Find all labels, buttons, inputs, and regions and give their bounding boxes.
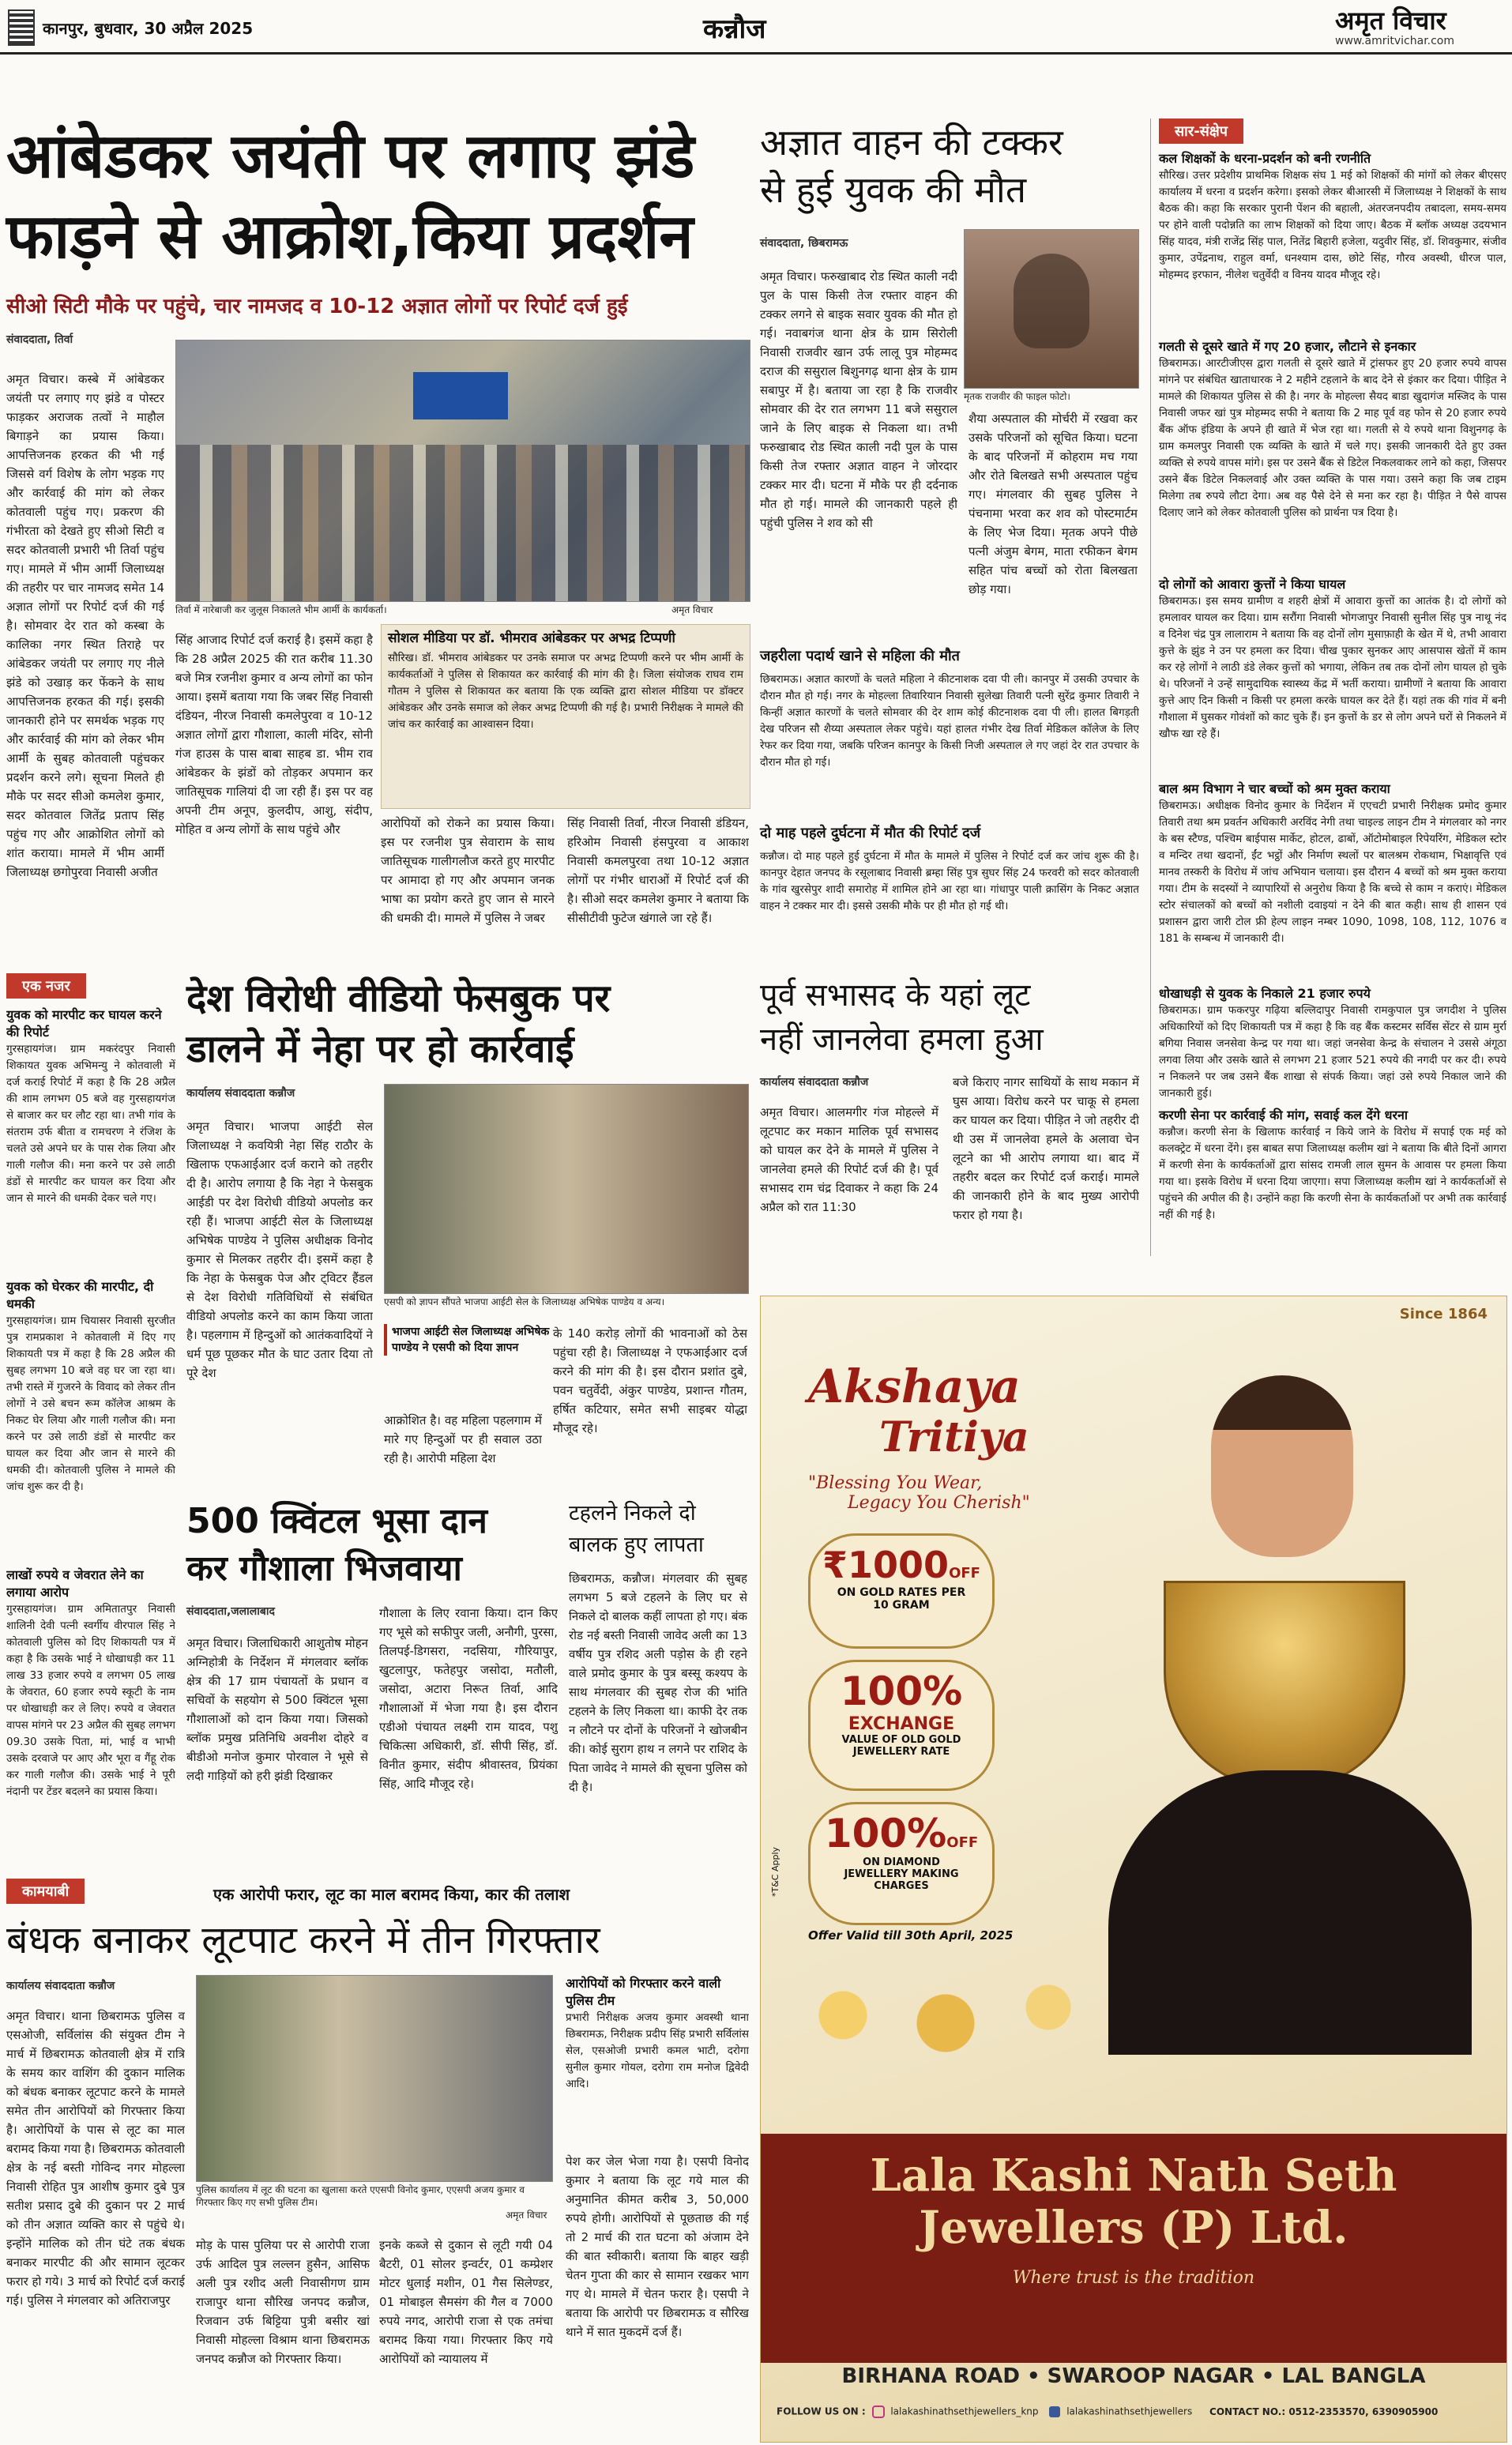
ad-festival-line2: Tritiya: [879, 1413, 1029, 1461]
sar-items: [1151, 150, 1506, 1240]
sar-column: [1150, 118, 1506, 1256]
lead-headline-line1: आंबेडकर जयंती पर लगाए झंडे: [6, 121, 695, 192]
ad-offer1-suffix: OFF: [949, 1565, 980, 1582]
ad-brand-line2: Jewellers (P) Ltd.: [919, 2202, 1348, 2254]
instagram-icon: [872, 2406, 885, 2418]
video-byline: कार्यालय संवाददाता कन्नौज: [186, 1087, 295, 1100]
lead-photo-caption: तिर्वा में नारेबाजी कर जुलूस निकालते भीम आर्मी के कार्यकर्ता।: [175, 604, 387, 615]
kamyabi-col3: इनके कब्जे से दुकान से लूटी गयी 04 बैटरी, 01 सोलर इन्वर्टर, 01 कम्प्रेशर मोटर धुलाई मशीन, 01 गैस सिलेण्डर, 01 मोबाइल सैमसंग की गैल व 7000 रुपये नगद, आरोपी राजा से एक तमंचा बरामद किया गया। गिरफ्तार किए गये आरोपियों को न्यायालय में: [379, 2238, 553, 2366]
sar-item-body: छिबरामऊ। आरटीजीएस द्वारा गलती से दूसरे खाते में ट्रांसफर हुए 20 हजार रुपये वापस मांगने पर संबंधित खाताधारक ने 2 महीने टहलाने के बाद देने से इंकार कर दिया। पीड़ित ने मामले की शिकायत पुलिस से की है। नगर के मोहल्ला सैयद बाडा खुदागंज मस्जिद के पास निवासी जफर खां पुत्र मोहम्मद सफी ने बताया कि 2 माह पूर्व वह फोन से 20 हजार रुपये बैंक ऑफ इंडिया के अपने ही खाते में भेज रहा था। गलती से ये रुपये थाना विशुनगढ़ के ग्राम कमलपुर निवासी एक व्यक्ति के खाते में चले गए। इसकी जानकारी देते हुए उक्त व्यक्ति से रुपये वापस मांगे। इस पर उसने बैंक से डिटेल निकलवाकर लाने को कहा, जिसपर उसने बैंक डिटेल निकलवाई और उक्त व्यक्ति के पास गया। उसने कहा कि जब टाइम मिलेगा तब रुपये लौटा देगा। अब वह पैसे देने से मना कर रहा है। पीड़ित ने पैसे वापस दिलाए जाने को लेकर कोतवाली पुलिस को प्रार्थना पत्र दिया है।: [1159, 357, 1506, 519]
eknazar-item-headline: युवक को मारपीट कर घायल करने की रिपोर्ट: [6, 1007, 162, 1040]
bhusa-col2: गौशाला के लिए रवाना किया। दान किए गए भूसे को सफीपुर जली, अनौगी, पुरसा, तिलपई-डिगसरा, नदसिया, गौरियापुर, खुटलापुर, फतेहपुर जसोदा, मतौली, जसोदा, अटारा निरूत तिर्वा, आदि गौशालाओं में भेजा गया है। इस दौरान एडीओ पंचायत लक्ष्मी राम यादव, पशु चिकित्सा अधिकारी, डॉ. सीपी सिंह, डॉ. विनीत कुमार, संदीप श्रीवास्तव, प्रियंका सिंह, आदि मौजूद रहे।: [379, 1606, 558, 1791]
sar-item: [1159, 985, 1506, 1102]
missing-body: छिबरामऊ, कन्नौज। मंगलवार की सुबह लगभग 5 बजे टहलने के लिए घर से निकले दो बालक कहीं लापता हो गए। बंक रोड नई बस्ती निवासी जावेद अली का 13 वर्षीय पुत्र रशिद अली पड़ोस के ही रहने वाले प्रमोद कुमार के पुत्र बस्सू कश्यप के साथ मंगलवार की सुबह रोज की भांति टहलने के लिए निकला था। काफी देर तक न लौटने पर दोनों के परिजनों ने खोजबीन की। कोई सुराग हाथ न लगने पर राशिद के पिता जावेद ने मामले की सूचना पुलिस को दी है।: [569, 1571, 747, 1794]
lead-subhead: सीओ सिटी मौके पर पहुंचे, चार नामजद व 10-12 अज्ञात लोगों पर रिपोर्ट दर्ज हुई: [6, 295, 628, 318]
ad-offer-diamond: [808, 1802, 995, 1925]
ad-festival: [808, 1360, 1029, 1461]
kamyabi-team-headline: आरोपियों को गिरफ्तार करने वाली पुलिस टीम: [566, 1976, 721, 2008]
bhusa-col1: अमृत विचार। जिलाधिकारी आशुतोष मोहन अग्निहोत्री के निर्देशन में मंगलवार ब्लॉक क्षेत्र की 17 ग्राम पंचायतों के प्रधान व सचिवों के सहयोग से 500 क्विंटल भूसा गौशालाओं को दान किया गया। जिसको ब्लॉक प्रमुख प्रतिनिधि अवनीश दोहरे व बीडीओ मनोज कुमार पोरवाल ने भूसे से लदी गाड़ियों को हरी झंडी दिखाकर: [186, 1636, 368, 1783]
kamyabi-photo-credit: अमृत विचार: [506, 2210, 547, 2221]
missing-headline-line2: बालक हुए लापता: [569, 1533, 704, 1557]
ad-social-bar: [777, 2406, 1491, 2418]
eknazar-item: [6, 1006, 175, 1273]
video-callout: [384, 1324, 550, 1356]
kamyabi-kicker: एक आरोपी फरार, लूट का माल बरामद किया, कार की तलाश: [213, 1885, 570, 1904]
kamyabi-team-box: [566, 1975, 749, 2149]
sar-item-headline: गलती से दूसरे खाते में गए 20 हजार, लौटाने से इनकार: [1159, 339, 1416, 354]
ad-brand-line1: Lala Kashi Nath Seth: [870, 2150, 1397, 2202]
video-col3: के 140 करोड़ लोगों की भावनाओं को ठेस पहुंचा रही है। जिलाध्यक्ष ने एफआईआर दर्ज करने की मांग की है। इस दौरान प्रशांत दुबे, पवन चतुर्वेदी, अंकुर पाण्डेय, प्रशान्त गौतम, हर्षित कटियार, समेत सभी साइबर योद्धा मौजूद रहे।: [553, 1326, 747, 1435]
loot-col2: बजे किराए नागर साथियों के साथ मकान में घुस आया। विरोध करने पर चाकू से हमला कर घायल कर दिया। पीड़ित ने जो तहरीर दी थी उस में जानलेवा हमले के अलावा चेन लूटने का भी आरोप लगाया था। बाद में तहरीर बदल कर रिपोर्ट दर्ज कराई। मामले की जानकारी होने के बाद मुख्य आरोपी फरार हो गया है।: [953, 1075, 1139, 1222]
paper-website[interactable]: www.amritvichar.com: [1335, 35, 1455, 47]
video-headline-line1: देश विरोधी वीडियो फेसबुक पर: [186, 976, 611, 1021]
ad-validity: Offer Valid till 30th April, 2025: [808, 1928, 1014, 1943]
model-head: [1211, 1375, 1353, 1557]
eknazar-item: [6, 1567, 175, 1834]
sar-item-headline: करणी सेना पर कार्रवाई की मांग, सवाई कल देंगे धरना: [1159, 1108, 1409, 1123]
paper-logo: अमृत विचार: [1335, 6, 1446, 36]
video-photo: [384, 1084, 749, 1294]
kamyabi-col2: मोड़ के पास पुलिया पर से आरोपी राजा उर्फ आदिल पुत्र लल्लन हुसैन, आसिफ अली पुत्र रशीद अली निवासीगण ग्राम राजापुर थाना सौरिख जनपद कन्नौज, रिजवान उर्फ बिट्टिया पुत्री बसीर खां निवासी मोहल्ला विश्राम थाना छिबरामऊ जनपद कन्नौज को गिरफ्तार किया।: [196, 2238, 370, 2366]
lead-headline: [6, 118, 749, 275]
accident-headline: [760, 118, 1155, 213]
missing-headline-line1: टहलने निकले दो: [569, 1501, 696, 1525]
accident-col2: शैया अस्पताल की मोर्चरी में रखवा कर उसके परिजनों को सूचित किया। घटना के बाद परिजनों में कोहराम मच गया और रोते बिलखते सभी अस्पताल पहुंच गए। मंगलवार की सुबह पुलिस ने पंचनामा भरवा कर शव को पोस्टमार्टम के लिए भेज दिया। मृतक अपने पीछे पत्नी अंजुम बेगम, माता रफीकन बेगम सहित पांच बच्चों को रोता बिलखता छोड़ गया।: [969, 412, 1138, 596]
accident-photo-caption: मृतक राजवीर की फाइल फोटो।: [964, 391, 1070, 402]
sar-item: [1159, 1107, 1506, 1240]
accident-headline-line1: अज्ञात वाहन की टक्कर: [760, 121, 1063, 164]
lead-col1: अमृत विचार। कस्बे में आंबेडकर जयंती पर लगाए गए झंडे व पोस्टर फाड़कर अराजक तत्वों ने माहौल बिगाड़ने का प्रयास किया। आपत्तिजनक हरकत की भी गई जिससे वर्ग विशेष के लोग भड़क गए और कार्रवाई की मांग को लेकर कोतवाली पहुंच गए। प्रकरण की गंभीरता को देखते हुए सीओ सिटी व सदर कोतवाली प्रभारी भी तिर्वा पहुंच गए। मामले में भीम आर्मी जिलाध्यक्ष की तहरीर पर चार नामजद समेत 14 अज्ञात लोगों पर रिपोर्ट दर्ज की गई है। सोमवार देर रात को कस्बा के कालिका नगर स्थित तिराहे पर आंबेडकर जयंती पर लगाए गए नीले झंडे को उखाड़ कर फेंकने के साथ आपत्तिजनक हरकत की गई। इसकी जानकारी होने पर समर्थक भड़क गए और कार्रवाई की मांग को लेकर भीम आर्मी के सुबह कोतवाली पहुंचकर प्रदर्शन करने लगे। सूचना मिलते ही मौके पर सदर सीओ कमलेश कुमार, सदर कोतवाल जितेंद्र प्रताप सिंह पहुंच गए और आक्रोशित लोगों को शांत कराया। मामले में भीम आर्मी जिलाध्यक्ष छगोपुरवा निवासी अजीत: [6, 372, 164, 879]
video-headline: [186, 973, 747, 1074]
sar-item-body: कन्नौज। करणी सेना के खिलाफ कार्रवाई न किये जाने के विरोध में सपाई एक मई को कलक्ट्रेट में धरना देंगे। इस बाबत सपा जिलाध्यक्ष कलीम खां ने बताया कि बीते दिनों आगरा में करणी सेना के कार्यकर्ताओं द्वारा सांसद रामजी लाल सुमन के आवास पर हमला किया गया था। इसके विरोध में धरना दिया जाएगा। सपा जिलाध्यक्ष कलीम खां ने कार्यकर्ताओं से पहुंचने की अपील की है। उन्होंने कहा कि करणी सेना के कार्यकर्ताओं पर अभी तक कार्रवाई नहीं की गई है।: [1159, 1126, 1506, 1221]
sidebar-body: सौरिख। डॉ. भीमराव आंबेडकर पर उनके समाज पर अभद्र टिप्पणी करने पर भीम आर्मी के कार्यकर्ताओं ने पुलिस से शिकायत कर कार्रवाई की मांग की है। जिला संयोजक राघव राम गौतम ने पुलिस से शिकायत कर बताया कि एक व्यक्ति द्वारा सोशल मीडिया पर डॉक्टर आंबेडकर और उनके समाज को लेकर अभद्र टिप्पणी की गई है। प्रभारी निरीक्षक ने मामले की जांच कर कार्रवाई का आश्वासन दिया।: [388, 652, 743, 731]
ad-offer2-amount: 100%: [840, 1668, 963, 1714]
edition-date: कानपुर, बुधवार, 30 अप्रैल 2025: [43, 19, 254, 38]
video-callout-text: भाजपा आईटी सेल जिलाध्यक्ष अभिषेक पाण्डेय ने एसपी को दिया ज्ञापन: [392, 1326, 550, 1354]
eknazar-item-body: गुरसहायगंज। ग्राम अमितातपुर निवासी शालिनी देवी पत्नी स्वर्गीय वीरपाल सिंह ने कोतवाली पुलिस को दिए शिकायती पत्र में कहा है कि उसके भाई ने धोखाधड़ी कर 11 लाख 33 हजार रुपये व लगभग 05 लाख के जेवरात, 60 हजार रुपये स्कूटी के नाम पर धोखाधड़ी कर ले लिए। रुपये व जेवरात वापस मांगने पर 23 अप्रैल की सुबह लगभग 09.30 उसके पिता, मां, भाई व भाभी उसके दरवाजे पर आए और भूरा व गैंहू रोक कर गाली गलौज की। उसके भाई ने पूरी नंदानी पर टेंडर बदलने का प्रयास किया।: [6, 1603, 175, 1798]
kamyabi-headline: बंधक बनाकर लूटपाट करने में तीन गिरफ्तार: [6, 1918, 600, 1962]
sidebar-headline: सोशल मीडिया पर डॉ. भीमराव आंबेडकर पर अभद्र टिप्पणी: [388, 630, 675, 646]
ad-contact[interactable]: CONTACT NO.: 0512-2353570, 6390905900: [1209, 2406, 1439, 2417]
sar-item-headline: कल शिक्षकों के धरना-प्रदर्शन को बनी रणनीति: [1159, 151, 1371, 166]
bhusa-headline-line2: कर गौशाला भिजवाया: [186, 1548, 462, 1589]
section-name: कन्नौज: [703, 13, 766, 45]
ad-tagline-line1: "Blessing You Wear,: [808, 1473, 983, 1493]
newspaper-icon: [8, 9, 35, 46]
sar-item-headline: दो लोगों को आवारा कुत्तों ने किया घायल: [1159, 577, 1346, 592]
ad-handle-facebook[interactable]: lalakashinathsethjewellers: [1066, 2406, 1193, 2417]
ad-address: BIRHANA ROAD • SWAROOP NAGAR • LAL BANGLA: [841, 2364, 1426, 2388]
accident-col1: अमृत विचार। फरुखाबाद रोड स्थित काली नदी पुल के पास किसी तेज रफ्तार वाहन की टक्कर लगने से बाइक सवार युवक की मौत हो गई। नवाबगंज थाना क्षेत्र के ग्राम सिरोली निवासी राजवीर खान उर्फ लालू पुत्र मोहम्मद दराज की ससुराल बिशुनगढ़ थाना क्षेत्र के ग्राम सबापुर में है। बताया जा रहा है कि राजवीर सोमवार की देर रात लगभग 11 बजे ससुराल जाने के लिए बाइक से निकला था। तभी फरुखाबाद रोड स्थित काली नदी पुल के पास किसी तेज रफ्तार अज्ञात वाहन ने जोरदार टक्कर मार दी। घटना में मौके पर ही दर्दनाक मौत हो गई। मामले की जानकारी पहले ही पहुंची पुलिस ने शव को सी: [760, 269, 957, 530]
poison-headline: जहरीला पदार्थ खाने से महिला की मौत: [760, 648, 960, 664]
ad-tagline: [808, 1473, 1030, 1513]
kamyabi-photo-caption: पुलिस कार्यालय में लूट की घटना का खुलासा करते एएसपी विनोद कुमार, एएसपी अजय कुमार व गिरफ्तार किए गए सभी पुलिस टीम।: [196, 2184, 525, 2208]
jewellery-ad[interactable]: [760, 1296, 1507, 2443]
sar-item-body: छिबरामऊ। इस समय ग्रामीण व शहरी क्षेत्रों में आवारा कुत्तों का आतंक है। दो लोगों को हमलावर घायल कर दिया। ग्राम सरौंगा निवासी भोगजापुर निवासी सुनील सिंह पुत्र नाथू नंद व दिनेश चंद्र पुत्र लालाराम ने बताया कि वह दोनों लोग मुसाफ़ाही के खेत में थे, तभी आवारा कुत्ते के झुंड ने उन पर हमला कर दिया। चीख पुकार सुनकर आए आसपास खेतों में काम कर रहे लोगों ने लाठी डंडे लेकर कुत्तों को भगाया, लेकिन तब तक दोनों लोग घायल हो चुके थे। परिजनों ने उन्हें सामुदायिक स्वास्थ्य केंद्र में भर्ती कराया। ग्रामीणों ने बताया कि आवारा कुत्ते आए दिन किसी न किसी पर हमला करके घायल कर देते हैं। यहां तक की गांव में बनी गौशाला में घुसकर गोवंशों को काट चुके हैं। इन कुत्तों के डर से लोग अपने घरों से निकलने में खौफ खा रहे हैं।: [1159, 595, 1506, 740]
lead-col3: आरोपियों को रोकने का प्रयास किया। इस पर रजनीश पुत्र सेवाराम के साथ जातिसूचक गालीगलौज करते हुए मारपीट पर आमादा हो गए और अपमान जनक भाषा का प्रयोग करते हुए जान से मारने की धमकी दी। मामले में पुलिस ने जबर: [381, 816, 555, 925]
ad-offer3-note: ON DIAMOND JEWELLERY MAKING CHARGES: [844, 1856, 959, 1892]
ad-offer-gold: [808, 1533, 995, 1649]
video-photo-caption: एसपी को ज्ञापन सौंपते भाजपा आईटी सेल के जिलाध्यक्ष अभिषेक पाण्डेय व अन्य।: [384, 1296, 665, 1307]
facebook-icon: [1049, 2406, 1060, 2417]
ad-offer-exchange: [808, 1660, 995, 1791]
lead-col2: सिंह आजाद रिपोर्ट दर्ज कराई है। इसमें कहा है कि 28 अप्रैल 2025 की रात करीब 11.30 बजे मित्र रजनीश कुमार व अन्य लोगों का फोन आया। इसमें बताया गया कि जबर सिंह निवासी दंडियन, नीरज निवासी कमलेपुरवा व 10-12 अज्ञात लोगों द्वारा गौशाला, काली मंदिर, सोनी गंज हाउस के पास बाबा साहब डा. भीम राव आंबेडकर के झंडों को तोड़कर अपमान कर जातिसूचक गालियां दी जा रही हैं। इस पर वह अपनी टीम अनूप, कुलदीप, आशु, संदीप, मोहित व अन्य लोगों के साथ पहुंचे और: [175, 633, 373, 837]
sar-tag: सार-संक्षेप: [1159, 118, 1243, 144]
eknazar-column: [6, 973, 175, 1874]
ad-brand-band: [761, 2134, 1506, 2363]
loot-byline: कार्यालय संवाददाता कन्नौज: [760, 1076, 869, 1089]
ad-follow-label: FOLLOW US ON :: [777, 2406, 866, 2417]
loot-headline-line1: पूर्व सभासद के यहां लूट: [760, 977, 1031, 1014]
lead-photo-credit: अमृत विचार: [671, 604, 713, 615]
eknazar-item-headline: युवक को घेरकर की मारपीट, दी धमकी: [6, 1279, 154, 1311]
accident-byline: संवाददाता, छिबरामऊ: [760, 237, 848, 250]
ad-offer2-note: VALUE OF OLD GOLD JEWELLERY RATE: [841, 1734, 961, 1758]
eknazar-item-body: गुरसहायगंज। ग्राम मकरंदपुर निवासी शिकायत युवक अभिमन्यु ने कोतवाली में दर्ज कराई रिपोर्ट में कहा है कि 28 अप्रैल की शाम लगभग 05 बजे वह गुरसहायगंज से बाजार कर घर लौट रहा था। तभी गांव के संतराम उर्फ बीता व रामचरण ने रंजिश के चलते उसे अपने घर के पास रोक लिया और गाली गलौज की। मना करने पर उसे लाठी डंडों से मारपीट कर घायल कर दिया और जान से मारने की धमकी देकर चले गए।: [6, 1043, 175, 1205]
accident-victim-photo: [964, 229, 1139, 389]
prior-accident-headline: दो माह पहले दुर्घटना में मौत की रिपोर्ट दर्ज: [760, 825, 981, 841]
kamyabi-team-body: प्रभारी निरीक्षक अजय कुमार अवस्थी थाना छिबरामऊ, निरीक्षक प्रदीप सिंह प्रभारी सर्विलांस सेल, एसओजी प्रभारी कमल भाटी, दरोगा सुनील कुमार गोयल, दरोगा राम मनोज द्विवेदी आदि।: [566, 2011, 749, 2090]
ad-offer3-amount: 100%OFF: [824, 1811, 979, 1856]
sar-item-headline: बाल श्रम विभाग ने चार बच्चों को श्रम मुक्त कराया: [1159, 781, 1390, 796]
sar-item: [1159, 781, 1506, 980]
lead-col4: सिंह निवासी तिर्वा, नीरज निवासी डंडियन, हरिओम निवासी हंसपुरवा व आकाश निवासी कमलपुरवा तथा 10-12 अज्ञात लोगों पर गंभीर धाराओं में रिपोर्ट दर्ज की है। सीओ सदर कमलेश कुमार ने बताया कि सीसीटीवी फुटेज खंगाले जा रहे हैं।: [567, 816, 749, 925]
video-col1: अमृत विचार। भाजपा आईटी सेल जिलाध्यक्ष ने कवयित्री नेहा सिंह राठौर के खिलाफ एफआईआर दर्ज कराने को तहरीर दी है। आरोप लगाया है कि नेहा ने फेसबुक आईडी पर देश विरोधी वीडियो अपलोड कर रही हैं। भाजपा आईटी सेल के जिलाध्यक्ष अभिषेक पाण्डेय ने पुलिस अधीक्षक विनोद कुमार से मिलकर तहरीर दी। इसमें कहा है कि नेहा के फेसबुक पेज और ट्विटर हैंडल से देश विरोधी गतिविधियों से संबंधित वीडियो अपलोड करने का काम किया जाता है। पहलगाम में हिन्दुओं को आतंकवादियों ने धर्म पूछ पूछकर मौत के घाट उतार दिया तो पूरे देश: [186, 1119, 373, 1380]
sar-item: [1159, 576, 1506, 776]
video-col2: आक्रोशित है। वह महिला पहलगाम में मारे गए हिन्दुओं पर ही सवाल उठा रही है। आरोपी महिला देश: [384, 1413, 542, 1465]
lead-byline: संवाददाता, तिर्वा: [6, 333, 73, 346]
kamyabi-byline: कार्यालय संवाददाता कन्नौज: [6, 1980, 115, 1992]
sar-item: [1159, 338, 1506, 571]
ad-festival-line1: Akshaya: [808, 1360, 1021, 1413]
lead-sidebar: [381, 624, 750, 809]
eknazar-item-body: गुरसहायगंज। ग्राम चियासर निवासी सुरजीत पुत्र रामप्रकाश ने कोतवाली में दिए गए शिकायती पत्र में कहा है कि 28 अप्रैल की सुबह लगभग 10 बजे वह घर जा रहा था। तभी रास्ते में गुजरने के विवाद को लेकर तीन लोगों ने उसे बचन रूम कॉलेज आश्रम के निकट घेर लिया और गाली गलौज की। मना करने पर उसे लाठी डंडों से मारपीट कर घायल कर दिया और जान से मारने की धमकी दी। कोतवाली पुलिस ने मामले की जांच शुरू कर दी है।: [6, 1315, 175, 1493]
flag-icon: [413, 372, 508, 419]
ad-since: Since 1864: [1399, 1306, 1488, 1322]
sar-item-headline: धोखाधड़ी से युवक के निकाले 21 हजार रुपये: [1159, 986, 1371, 1001]
kamyabi-tag: कामयाबी: [6, 1879, 85, 1904]
prior-accident-body: कन्नौज। दो माह पहले हुई दुर्घटना में मौत के मामले में पुलिस ने रिपोर्ट दर्ज कर जांच शुरू की है। कानपुर देहात जनपद के रसूलाबाद निवासी ब्रम्हा सिंह पुत्र सुघर सिंह 24 फरवरी को सदर कोतवाली के गांव खुरसेपुर शादी समारोह में शामिल होने आ रहा था। गांधापुर पाली क्रासिंग के निकट अज्ञात वाहन ने टक्कर मार दी। इससे उसकी मौके पर ही मौत हो गई थी।: [760, 850, 1139, 912]
masthead: [0, 0, 1512, 55]
bhusa-headline-line1: 500 क्विंटल भूसा दान: [186, 1501, 487, 1541]
loot-headline-line2: नहीं जानलेवा हमला हुआ: [760, 1021, 1044, 1058]
kamyabi-photo: [196, 1975, 553, 2182]
kamyabi-col1: अमृत विचार। थाना छिबरामऊ पुलिस व एसओजी, सर्विलांस की संयुक्त टीम ने मार्च में छिबरामऊ कोतवाली क्षेत्र में रात्रि के समय कार वाशिंग की दुकान मालिक को बंधक बनाकर लूटपाट करने के मामले समेत तीन आरोपियों को गिरफ्तार किया है। आरोपियों के पास से लूट का माल बरामद किया गया है। छिबरामऊ कोतवाली क्षेत्र के नई बस्ती गोविन्द नगर मोहल्ला निवासी रोहित पुत्र आशीष कुमार दुबे पुत्र सतीश प्रसाद दुबे की दुकान पर 2 मार्च को तीन अज्ञात व्यक्ति कार से पहुंचे थे। इन्होंने मालिक को तीन घंटे तक बंधक बनाकर मारपीट की और सामान लूटकर फरार हो गये। 3 मार्च को रिपोर्ट दर्ज कराई गई। पुलिस ने मंगलवार को अतिराजपुर: [6, 2009, 185, 2308]
ad-offer1-amount: ₹1000OFF: [822, 1544, 980, 1586]
gold-coins-illustration: [761, 1976, 1172, 2055]
ad-tagline-line2: Legacy You Cherish": [848, 1493, 1030, 1513]
ad-brand-tagline: Where trust is the tradition: [1012, 2268, 1255, 2288]
lead-photo: [175, 340, 750, 602]
bhusa-headline: [186, 1498, 558, 1593]
ad-handle-instagram[interactable]: lalakashinathsethjewellers_knp: [890, 2406, 1039, 2417]
kamyabi-col4: पेश कर जेल भेजा गया है। एसपी विनोद कुमार ने बताया कि लूट गये माल की अनुमानित कीमत करीब 3, 50,000 रुपये होगी। आरोपियों से पूछताछ की गई तो 2 मार्च की रात घटना को अंजाम देने की बात स्वीकारी। बताया कि बाहर खड़ी चेतन गुप्ता की कार से सामान रखकर भाग गए थे। मामले में चेतन फरार है। एसपी ने बताया कि आरोपी पर छिबरामऊ व सौरिख थाने में सात मुकदमें दर्ज हैं।: [566, 2154, 749, 2339]
accident-headline-line2: से हुई युवक की मौत: [760, 168, 1027, 211]
eknazar-tag: एक नजर: [6, 973, 86, 999]
portrait-icon: [1014, 254, 1089, 348]
lead-headline-line2: फाड़ने से आक्रोश,किया प्रदर्शन: [6, 201, 694, 273]
poison-body: छिबरामऊ। अज्ञात कारणों के चलते महिला ने कीटनाशक दवा पी ली। कानपुर में उसकी उपचार के दौरान मौत हो गई। नगर के मोहल्ला तिवारियान निवासी सुलेखा तिवारी पत्नी सुरेंद्र कुमार तिवारी ने किन्हीं अज्ञात कारणों के चलते सोमवार की देर शाम कोई कीटनाशक दवा पी ली। हालत बिगड़ती देख परिजन सौ शैय्या अस्पताल लेकर पहुंचे। यहां हालत गंभीर देख तिर्वा मेडिकल कॉलेज के लिए रेफर कर दिया गया, जबकि परिजन कानपुर के किसी निजी अस्पताल ले गए जहां देर रात उपचार के दौरान मौत हो गई।: [760, 673, 1139, 769]
sar-item-body: छिबरामऊ। अधीक्षक विनोद कुमार के निर्देशन में एएचटी प्रभारी निरीक्षक प्रमोद कुमार तिवारी तथा श्रम प्रवर्तन अधिकारी अरविंद नेगी तथा चाइल्ड लाइन टीम ने मंगलवार को नगर के बस स्टैण्ड, पश्चिम बाईपास मार्केट, होटल, ढाबों, ऑटोमोबाइल रिपेयरिंग, मेडिकल स्टोर व मन्दिर तथा खदानों, ईंट भट्ठों और निर्माण स्थलों पर बालश्रम रोकथाम, भिक्षावृत्ति एवं मानव तस्करी के विरोध में जांच अभियान चलाया। इस दौरान 4 बच्चों को श्रम मुक्त कराया गया। टीम के सदस्यों ने व्यापारियों से अनुरोध किया है कि बच्चे से काम न कराएं। मेडिकल स्टोर संचालकों को बच्चों को नशीली दवाइयां न देने की बात कही। साथ ही शासन एवं प्रशासन द्वारा जारी टोल फ्री हेल्प लाइन नम्बर 1090, 1098, 108, 112, 1076 व 181 के सम्बन्ध में जानकारी दी।: [1159, 799, 1506, 945]
ad-tnc: *T&C Apply: [770, 1846, 780, 1897]
ad-offer2-mid: EXCHANGE: [848, 1714, 955, 1734]
ad-model-illustration: [1077, 1344, 1503, 2055]
sar-item: [1159, 150, 1506, 333]
protest-crowd-illustration: [176, 445, 750, 601]
necklace-icon: [1164, 1581, 1405, 1791]
video-headline-line2: डालने में नेहा पर हो कार्रवाई: [186, 1027, 574, 1071]
loot-col1: अमृत विचार। आलमगीर गंज मोहल्ले में लूटपाट कर मकान मालिक पूर्व सभासद को घायल कर देने के मामले में पुलिस ने जानलेवा हमले की रिपोर्ट दर्ज की है। पूर्व सभासद राम चंद्र दिवाकर ने कहा कि 24 अप्रैल को रात 11:30: [760, 1105, 938, 1214]
bhusa-byline: संवाददाता,जलालाबाद: [186, 1605, 275, 1618]
sar-item-body: सौरिख। उत्तर प्रदेशीय प्राथमिक शिक्षक संघ 1 मई को शिक्षकों की मांगों को लेकर बीएसए कार्यालय में धरना व प्रदर्शन करेगा। इसको लेकर बीआरसी में जिलाध्यक्ष ने शिक्षकों के साथ बैठक की। कहा कि सरकार पुरानी पेंशन की बहाली, अंतरजनपदीय तबादला, समय-समय पर होने वाली पदोन्नति का लाभ शिक्षकों को दिया जाए। बैठक में ब्लॉक अध्यक्ष उदयभान सिंह यादव, मंत्री राजेंद्र सिंह पाल, नितेंद्र बिहारी हजेला, यदुवीर सिंह, डॉ. शिवकुमार, संजीव कुमार, उपेंद्रनाथ, राहुल वर्मा, धनश्याम दास, छोटे सिंह, गौरव अवस्थी, धीरज पाल, मोहम्मद इरफान, नीलेश चतुर्वेदी व विनय यादव मौजूद रहे।: [1159, 169, 1506, 281]
loot-headline: [760, 973, 1139, 1062]
eknazar-item-headline: लाखों रुपये व जेवरात लेने का लगाया आरोप: [6, 1567, 144, 1600]
sar-item-body: छिबरामऊ। ग्राम फकरपुर गढ़िया बल्लिदापुर निवासी रामकुपाल पुत्र जगदीश ने पुलिस अधिकारियों को दिए शिकायती पत्र में कहा है कि वह बैंक कस्टमर सर्विस सेंटर से ग्राम मुर्रा बगिया निवास जनसेवा केन्द्र पर गया था। जहां जनसेवा केन्द्र के संचालन ने उससे अंगूठा लगवा लिया और उसके खाते से लगभग 21 हजार 521 रुपये की नगदी पर कर दी। रुपये न निकलने पर जब उसने बैंक शाखा से संपर्क किया। जहां उसे रुपये निकाल जाने की जानकारी हुई।: [1159, 1004, 1506, 1100]
ad-offer3-suffix: OFF: [946, 1834, 979, 1851]
eknazar-item: [6, 1278, 175, 1562]
missing-headline: [569, 1498, 747, 1561]
ad-offer1-note: ON GOLD RATES PER 10 GRAM: [837, 1586, 966, 1612]
